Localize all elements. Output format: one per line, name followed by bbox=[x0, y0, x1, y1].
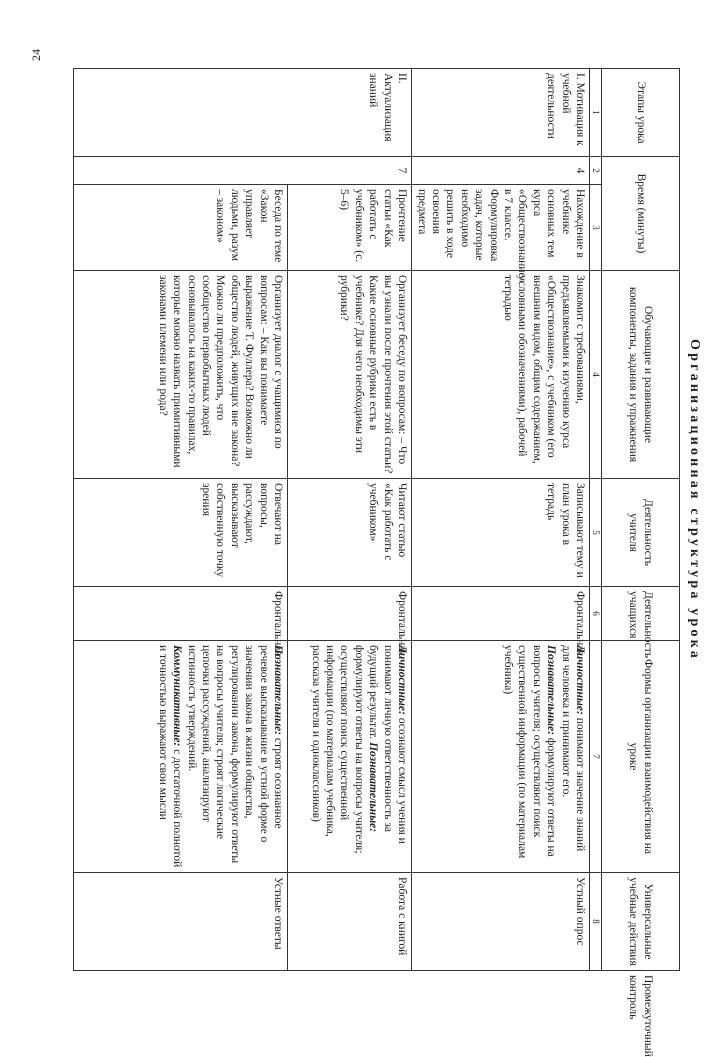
row3-teacher: Организует диалог с учащимися по вопросам: – Как вы понимаете выражение Т. Фуллера? Возможно ли общество людей, живущих вне закона? Можно ли предположить, что сообщество первобытных людей основывалось на каких-то правилах, которые можно назвать примитивными законами племени или рода? bbox=[74, 271, 288, 479]
row2-uud-text-2: формулируют ответы на вопросы учителя; осуществляют поиск существенной информации (по материалам учебника, рассказа учителя и одноклассников) bbox=[309, 645, 365, 854]
row1-students: Записывают тему и план урока в тетрадь bbox=[412, 479, 590, 587]
row1-uud-text-2: формулируют ответы на вопросы учителя; осуществляют поиск существенной информации (по материалам учебника) bbox=[501, 645, 558, 859]
header-teacher: Деятельность учителя bbox=[602, 479, 680, 587]
page-title: Организационная структура урока bbox=[687, 339, 702, 661]
row1-teacher: Знакомит с требованиями, предъявляемыми к изучению курса «Обществознание», с учебником (его внешним видом, общим содержанием, условными обозначениями), рабочей тетрадью bbox=[412, 271, 590, 479]
header-components: Обучающие и развивающие компоненты, задания и упражнения bbox=[602, 271, 680, 479]
row1-control: Устный опрос bbox=[412, 873, 590, 971]
row1-components: Нахождение в учебнике основных тем курса «Обществознание» в 7 классе. Формулировка задач, которые необходимо решить в ходе освоения предмета bbox=[412, 185, 590, 271]
header-students: Деятельность учащихся bbox=[602, 587, 680, 641]
row3-forms: Фронтальная bbox=[74, 587, 288, 641]
row2-stage: II. Актуализация знаний bbox=[74, 69, 412, 157]
header-row: Этапы урока Время (минуты) Обучающие и развивающие компоненты, задания и упражнения Деятельность учителя Деятельность учащихся Формы организации взаимодействия на уроке Универсальные учебные действия Промежуточный контроль bbox=[602, 69, 680, 971]
row2-uud bbox=[288, 641, 412, 873]
row3-uud-label-1: Познавательные: bbox=[272, 645, 285, 736]
row3-control: Устные ответы bbox=[74, 873, 288, 971]
col-num-6: 6 bbox=[590, 587, 602, 641]
row3-uud-label-2: Коммуникативные: bbox=[171, 645, 184, 747]
header-stages: Этапы урока bbox=[602, 69, 680, 157]
page-number: 24 bbox=[29, 49, 43, 61]
col-num-2: 2 bbox=[590, 157, 602, 185]
row1-uud-text-1: понимают значение знаний для человека и принимают его. bbox=[559, 645, 586, 852]
row3-students: Отвечают на вопросы, рассуждают, высказывают собственную точку зрения bbox=[74, 479, 288, 587]
row2-teacher: Организует беседу по вопросам: – Что вы узнали после прочтения этой статьи? Какие основные рубрики есть в учебнике? Для чего необходимы эти рубрики? bbox=[288, 271, 412, 479]
row3-uud-text-1: строят осознанное речевое высказывание в устной форме о значении закона в жизни общества, регулировании закона, формулируют ответы на вопросы учителя; строят логические цепочки рассуждений, анализируют истинность утверждений. bbox=[185, 645, 285, 864]
col-num-4: 4 bbox=[590, 271, 602, 479]
row3-uud-text-2: с достаточной полнотой и точностью выражают свои мысли bbox=[156, 645, 184, 868]
row1-uud-label-1: Личностные: bbox=[574, 645, 586, 715]
row3-uud bbox=[74, 641, 288, 873]
column-number-row bbox=[590, 69, 602, 971]
lesson-structure-table bbox=[73, 68, 680, 1057]
col-num-3: 3 bbox=[590, 185, 602, 271]
header-time: Время (минуты) bbox=[634, 173, 647, 254]
row1-uud bbox=[412, 641, 590, 873]
row1-forms: Фронтальная bbox=[412, 587, 590, 641]
row2-uud-text-1: осознают смысл учения и понимают личную ответственность за будущий результат. bbox=[367, 645, 409, 844]
col-num-1: 1 bbox=[590, 69, 602, 157]
col-num-7: 7 bbox=[590, 641, 602, 873]
row2-components: Прочтение статьи «Как работать с учебником» (с. 5–6) bbox=[288, 185, 412, 271]
col-num-5: 5 bbox=[590, 479, 602, 587]
row2-control: Работа с книгой bbox=[288, 873, 412, 971]
col-num-8: 8 bbox=[590, 873, 602, 971]
header-time-spacer bbox=[602, 157, 680, 271]
row2-uud-label-1: Личностные: bbox=[396, 645, 409, 715]
row1-stage: I. Мотивация к учебной деятельности bbox=[412, 69, 590, 157]
row3-components: Беседа по теме «Закон управляет людьми, разум – законом» bbox=[74, 185, 288, 271]
row2-forms: Фронтальная bbox=[288, 587, 412, 641]
row1-time: 4 bbox=[412, 157, 590, 185]
table-row bbox=[412, 69, 590, 971]
row1-uud-label-2: Познавательные: bbox=[545, 645, 558, 736]
table-row bbox=[74, 69, 288, 971]
table-row bbox=[288, 69, 412, 971]
header-forms: Формы организации взаимодействия на уроке bbox=[602, 641, 680, 873]
row2-time: 7 bbox=[74, 157, 412, 185]
row2-students: Читают статью «Как работать с учебником» bbox=[288, 479, 412, 587]
row2-uud-label-2: Познавательные: bbox=[367, 742, 380, 833]
header-uud: Универсальные учебные действия bbox=[602, 873, 680, 971]
